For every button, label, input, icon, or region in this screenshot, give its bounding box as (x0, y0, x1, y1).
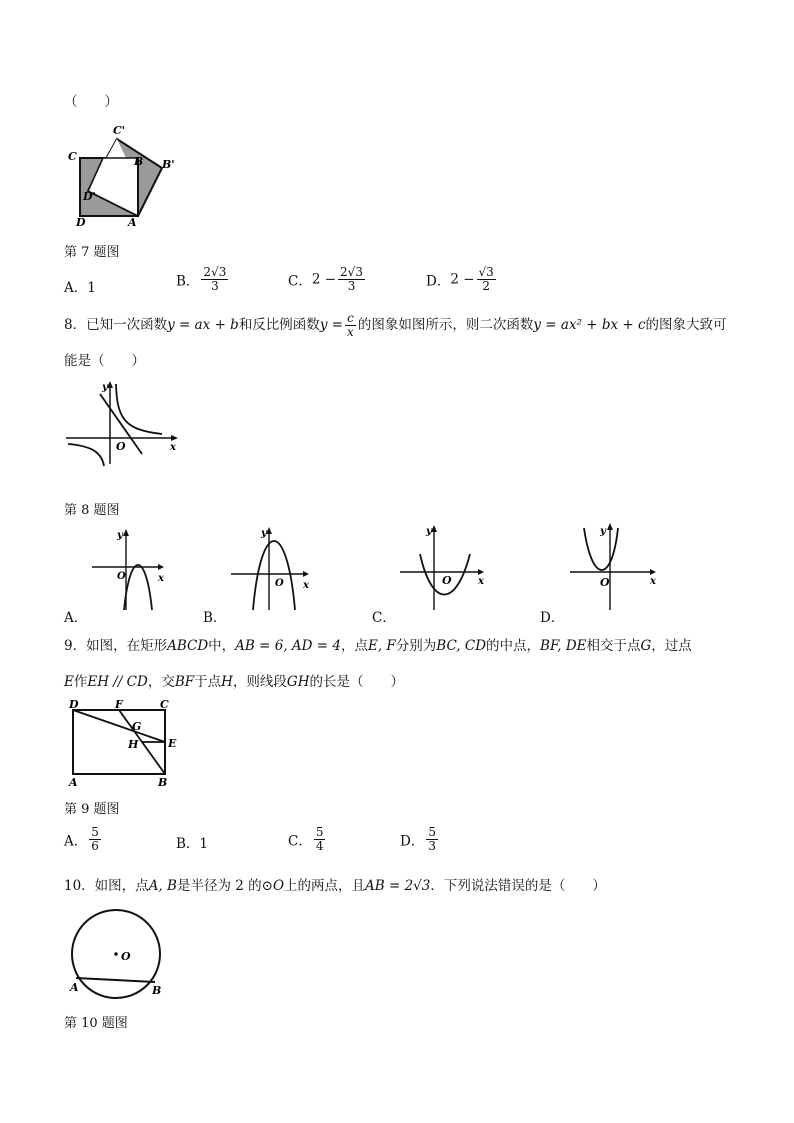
svg-text:x: x (158, 573, 164, 584)
q9-option-a[interactable]: A． $\frac{5}{6}$ (64, 825, 99, 853)
svg-text:x: x (650, 576, 656, 587)
svg-text:O: O (275, 578, 284, 589)
q10-figure-caption: 第 10 题图 (64, 1016, 128, 1031)
q8-option-d-graph[interactable] (568, 522, 662, 612)
q8-option-a-graph[interactable] (90, 526, 170, 612)
svg-text:D: D (69, 698, 79, 711)
svg-text:E: E (168, 737, 177, 750)
q7-answer-paren: （ ） (64, 94, 118, 110)
q7-label-b-prime: B' (162, 158, 175, 171)
q8-option-c[interactable]: C． (372, 610, 396, 626)
q7-option-d[interactable]: D．2 − $\frac{√3}{2}$ (426, 265, 494, 293)
svg-text:O: O (442, 574, 452, 587)
q7-figure (66, 118, 186, 228)
q8-figure-caption: 第 8 题图 (64, 503, 120, 518)
q9-figure (64, 698, 194, 790)
svg-text:C: C (160, 698, 169, 711)
q7-option-a[interactable]: A．1 (64, 280, 96, 296)
q8-axis-x-label: x (170, 442, 176, 453)
q7-label-d: D (76, 216, 86, 228)
q7-label-a: A (128, 216, 137, 228)
q10-stem: 10．如图，点A, B是半径为 2 的⊙O上的两点，且AB = 2√3．下列说法错误的是（ ） (64, 878, 606, 894)
fraction: $\frac{5}{6}$ (91, 825, 99, 853)
q8-stem-line2: 能是（ ） (64, 353, 145, 369)
svg-text:F: F (115, 698, 123, 711)
svg-text:B: B (158, 776, 168, 789)
svg-text:y: y (117, 530, 123, 541)
q9-stem-line2: E作EH // CD，交BF于点H，则线段GH的长是（ ） (64, 674, 404, 690)
svg-text:x: x (478, 576, 484, 587)
q7-label-c: C (68, 150, 77, 163)
svg-text:O: O (117, 571, 126, 582)
fraction: $\frac{c}{x}$ (347, 311, 354, 339)
fraction: $\frac{5}{4}$ (315, 825, 324, 853)
svg-text:y: y (426, 526, 432, 537)
q8-option-b[interactable]: B． (203, 610, 227, 626)
fraction: $\frac{5}{3}$ (428, 825, 436, 853)
svg-text:y: y (600, 526, 606, 537)
svg-text:x: x (303, 580, 309, 591)
q8-origin-label: O (116, 440, 126, 453)
q9-figure-caption: 第 9 题图 (64, 802, 120, 817)
fraction: $\frac{√3}{2}$ (478, 265, 494, 293)
q9-stem-line1: 9．如图，在矩形ABCD中，AB = 6, AD = 4，点E, F分别为BC, CD的中点，BF, DE相交于点G，过点 (64, 638, 692, 654)
svg-text:H: H (128, 738, 139, 751)
q8-axis-y-label: y (102, 382, 108, 393)
svg-text:O: O (121, 950, 131, 963)
svg-text:B: B (152, 984, 162, 997)
fraction: $\frac{2√3}{3}$ (203, 265, 227, 293)
q9-option-c[interactable]: C． $\frac{5}{4}$ (288, 825, 324, 853)
svg-text:A: A (69, 776, 78, 789)
svg-text:y: y (261, 528, 267, 539)
q7-figure-caption: 第 7 题图 (64, 245, 120, 260)
svg-text:A: A (70, 981, 79, 994)
fraction: $\frac{2√3}{3}$ (340, 265, 363, 293)
q8-option-c-graph[interactable] (398, 524, 490, 612)
q9-option-d[interactable]: D． $\frac{5}{3}$ (400, 825, 436, 853)
q10-figure (64, 906, 180, 1000)
q8-option-d[interactable]: D． (540, 610, 565, 626)
q7-label-b: B (134, 155, 144, 168)
q8-figure (64, 378, 184, 468)
svg-text:O: O (600, 576, 610, 589)
q9-option-b[interactable]: B．1 (176, 836, 209, 852)
q7-label-c-prime: C' (113, 124, 126, 137)
q7-label-d-prime: D' (83, 190, 96, 203)
q7-option-b[interactable]: B． $\frac{2√3}{3}$ (176, 265, 227, 293)
q8-stem-line1: 8．已知一次函数y = ax + b和反比例函数y = $\frac{c}{x}$ 的图象如图所示，则二次函数y = ax² + bx + c的图象大致可 (64, 311, 727, 339)
q7-option-c[interactable]: C．2 − $\frac{2√3}{3}$ (288, 265, 363, 293)
svg-text:G: G (132, 720, 142, 733)
q8-option-a[interactable]: A． (64, 610, 88, 626)
q8-option-b-graph[interactable] (229, 524, 317, 612)
